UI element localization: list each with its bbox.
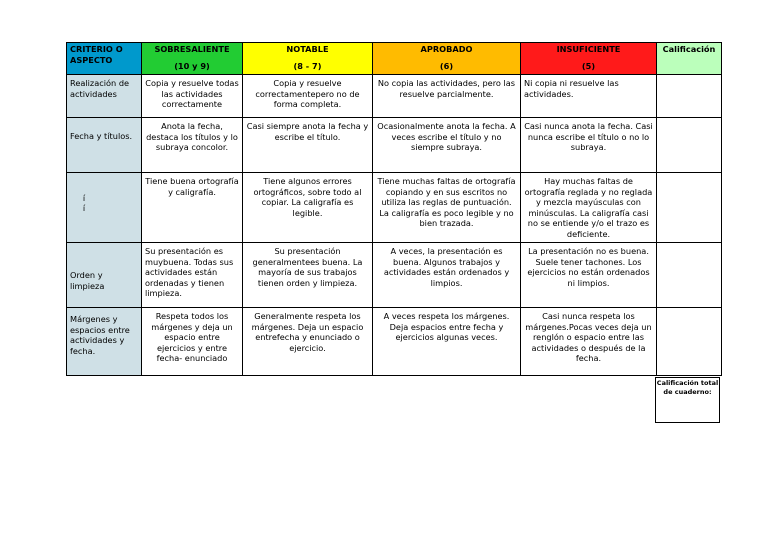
cell-aprobado: Ocasionalmente anota la fecha. A veces escribe el título y no siempre subraya. (373, 118, 521, 173)
header-row (67, 43, 722, 75)
cell-notable: Copia y resuelve correctamentepero no de forma completa. (243, 75, 373, 118)
header-insuficiente-range: (5) (581, 60, 596, 71)
header-criterio: CRITERIO O ASPECTO (67, 43, 142, 75)
cell-calificacion[interactable] (657, 118, 722, 173)
cell-calificacion[interactable] (657, 173, 722, 243)
criterio-label: Márgenes y espacios entre actividades y fecha. (67, 308, 142, 376)
rubric-table (66, 42, 722, 376)
criterio-label (67, 173, 142, 243)
table-row (67, 243, 722, 308)
cell-insuficiente: La presentación no es buena. Suele tener tachones. Los ejercicios no están ordenados ni limpios. (521, 243, 657, 308)
criterio-label: Orden y limpieza (67, 243, 142, 308)
cell-notable: Casi siempre anota la fecha y escribe el título. (243, 118, 373, 173)
header-insuficiente: INSUFICIENTE (5) (521, 43, 657, 75)
header-sobresaliente-range: (10 y 9) (174, 60, 210, 71)
header-calificacion: Calificación (657, 43, 722, 75)
cell-aprobado: A veces, la presentación es buena. Algunos trabajos y actividades están ordenados y limpios. (373, 243, 521, 308)
cell-calificacion[interactable] (657, 308, 722, 376)
header-notable-range: (8 - 7) (293, 60, 322, 71)
criterio-label: Fecha y títulos. (67, 118, 142, 173)
cell-aprobado: Tiene muchas faltas de ortografía copiando y en sus escritos no utiliza las reglas de puntuación. La caligrafía es poco legible y no bien trazada. (373, 173, 521, 243)
accent-marks: í í (82, 193, 86, 213)
criterio-label: Realización de actividades (67, 75, 142, 118)
table-row (67, 173, 722, 243)
cell-sobresaliente: Anota la fecha, destaca los títulos y lo subraya concolor. (142, 118, 243, 173)
cell-calificacion[interactable] (657, 243, 722, 308)
table-row (67, 118, 722, 173)
cell-aprobado: A veces respeta los márgenes. Deja espacios entre fecha y ejercicios algunas veces. (373, 308, 521, 376)
cell-notable: Tiene algunos errores ortográficos, sobre todo al copiar. La caligrafía es legible. (243, 173, 373, 243)
cell-calificacion[interactable] (657, 75, 722, 118)
header-sobresaliente: SOBRESALIENTE (10 y 9) (142, 43, 243, 75)
header-aprobado: APROBADO (6) (373, 43, 521, 75)
table-row (67, 308, 722, 376)
cell-sobresaliente: Su presentación es muybuena. Todas sus actividades están ordenadas y tienen limpieza. (142, 243, 243, 308)
cell-insuficiente: Casi nunca anota la fecha. Casi nunca escribe el título o no lo subraya. (521, 118, 657, 173)
header-notable: NOTABLE (8 - 7) (243, 43, 373, 75)
cell-insuficiente: Hay muchas faltas de ortografía reglada y no reglada y mezcla mayúsculas con minúsculas. La caligrafía casi no se entiende y/o el trazo es deficiente. (521, 173, 657, 243)
cell-aprobado: No copia las actividades, pero las resuelve parcialmente. (373, 75, 521, 118)
cell-sobresaliente: Tiene buena ortografía y caligrafía. (142, 173, 243, 243)
cell-insuficiente: Ni copia ni resuelve las actividades. (521, 75, 657, 118)
cell-notable: Su presentación generalmentees buena. La mayoría de sus trabajos tienen orden y limpieza. (243, 243, 373, 308)
cell-notable: Generalmente respeta los márgenes. Deja un espacio entrefecha y enunciado o ejercicio. (243, 308, 373, 376)
table-row (67, 75, 722, 118)
cell-sobresaliente: Respeta todos los márgenes y deja un espacio entre ejercicios y entre fecha- enunciado (142, 308, 243, 376)
cell-sobresaliente: Copia y resuelve todas las actividades correctamente (142, 75, 243, 118)
cell-insuficiente: Casi nunca respeta los márgenes.Pocas veces deja un renglón o espacio entre las actividades o después de la fecha. (521, 308, 657, 376)
header-aprobado-range: (6) (439, 60, 454, 71)
total-grade-label: Calificación total de cuaderno: (656, 379, 719, 396)
total-grade-box[interactable] (655, 377, 720, 423)
